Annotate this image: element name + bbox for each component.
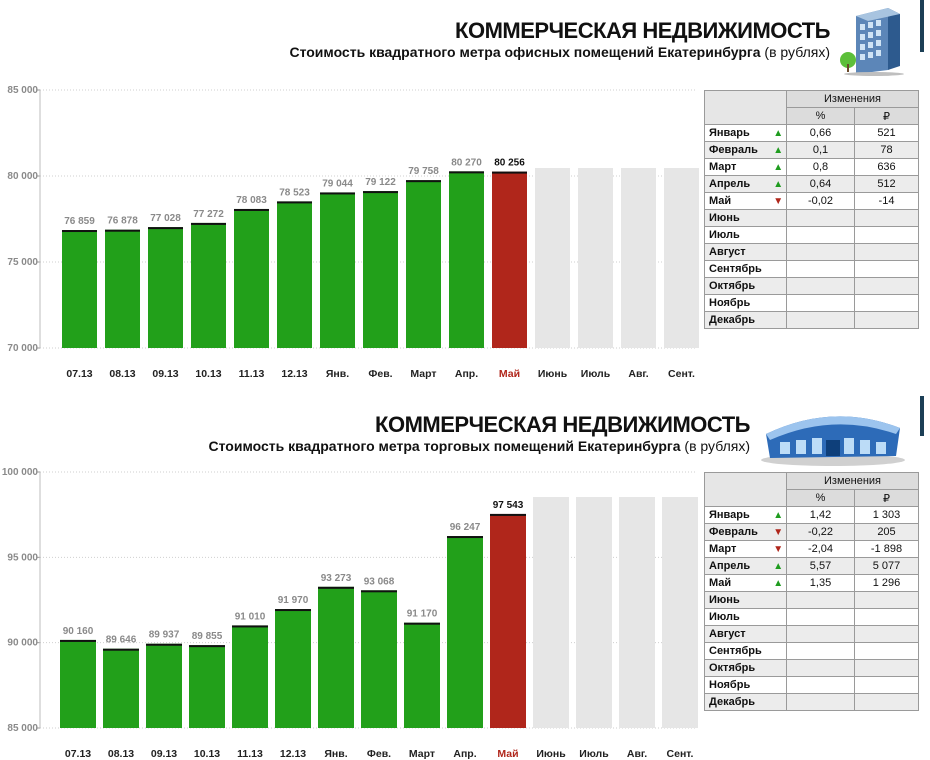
bar-cap [361,590,397,592]
month-cell: Декабрь [705,694,771,711]
table-row [705,227,919,244]
bar-cap [318,587,354,589]
rub-cell: 1 303 [855,507,919,524]
month-cell: Май [705,575,771,592]
empty-bar [664,168,699,348]
shopping-mall-icon [758,398,908,473]
subtitle-main: Стоимость квадратного метра офисных помещений Екатеринбурга [289,44,761,60]
category-label: Май [497,748,519,760]
rub-cell [855,677,919,694]
rub-cell: 205 [855,524,919,541]
rub-cell [855,660,919,677]
category-label: Апр. [453,748,477,760]
rub-cell [855,210,919,227]
category-label: 09.13 [150,748,178,760]
table-row [705,626,919,643]
y-tick-label: 85 000 [7,723,38,734]
bar-cap [103,649,139,651]
data-label: 77 028 [150,213,181,225]
data-label: 76 859 [64,216,95,228]
data-label: 79 044 [322,178,353,190]
rub-cell [855,261,919,278]
bar-cap [363,191,398,193]
rub-cell [855,244,919,261]
percent-cell: 0,64 [787,176,855,193]
data-label: 76 878 [107,215,138,227]
percent-cell [787,261,855,278]
percent-cell [787,677,855,694]
bar-cap [320,192,355,194]
bar-cap [146,644,182,646]
percent-cell [787,312,855,329]
data-label: 93 273 [320,572,352,584]
category-label: Апр. [454,368,479,380]
bar [320,192,355,348]
table-row [705,125,919,142]
rub-cell: 512 [855,176,919,193]
bar [447,536,483,728]
arrow-up-icon: ▲ [771,558,787,575]
bar-cap [62,230,97,232]
arrow-cell [771,592,787,609]
rub-cell [855,643,919,660]
data-label: 96 247 [449,522,481,534]
bar [189,645,225,728]
bar [234,209,269,348]
month-cell: Июль [705,227,771,244]
category-label: Фев. [368,368,393,380]
bar [60,640,96,728]
category-label: Авг. [628,368,649,380]
month-cell: Декабрь [705,312,771,329]
rub-cell: -14 [855,193,919,210]
month-cell: Апрель [705,176,771,193]
table-row [705,244,919,261]
bar-cap [232,625,268,627]
bar-cap [275,609,311,611]
month-cell: Октябрь [705,278,771,295]
rub-cell [855,626,919,643]
subtitle-unit: (в рублях) [764,44,830,60]
arrow-cell [771,694,787,711]
arrow-cell [771,660,787,677]
table-row [705,142,919,159]
category-label: Март [408,748,436,760]
category-label: 08.13 [107,748,135,760]
data-label: 78 083 [236,194,267,206]
category-label: 12.13 [281,368,308,380]
percent-cell [787,643,855,660]
percent-cell: 1,35 [787,575,855,592]
arrow-up-icon: ▲ [771,159,787,176]
bar-cap [492,172,527,174]
month-cell: Январь [705,125,771,142]
month-cell: Сентябрь [705,261,771,278]
subtitle-main: Стоимость квадратного метра торговых помещений Екатеринбурга [208,438,681,454]
month-cell: Июль [705,609,771,626]
arrow-up-icon: ▲ [771,575,787,592]
office-building-icon [838,4,908,81]
data-label: 80 256 [494,157,525,169]
data-label: 79 122 [365,177,396,189]
bar [406,180,441,348]
category-label: 07.13 [64,748,92,760]
data-label: 80 270 [451,157,482,169]
table-row [705,660,919,677]
retail-panel [0,380,930,760]
table-row [705,278,919,295]
category-label: Март [410,368,437,380]
panel-title: КОММЕРЧЕСКАЯ НЕДВИЖИМОСТЬ [455,18,830,43]
month-cell: Март [705,541,771,558]
arrow-cell [771,295,787,312]
office-changes-table [704,90,919,329]
category-label: 07.13 [66,368,93,380]
data-label: 91 170 [406,608,438,620]
percent-cell [787,660,855,677]
category-label: Июль [579,748,609,760]
category-label: Фев. [366,748,392,760]
col-rub-header: ₽ [855,490,919,507]
data-label: 79 758 [408,166,439,178]
retail-price-chart [0,380,700,760]
arrow-down-icon: ▼ [771,541,787,558]
bar [363,191,398,348]
table-row [705,694,919,711]
bar [105,230,140,348]
rub-cell [855,278,919,295]
table-row [705,261,919,278]
empty-bar [662,497,698,728]
category-label: Сент. [666,748,694,760]
side-accent-strip [920,0,924,52]
arrow-cell [771,227,787,244]
table-subheader-row [705,490,919,507]
rub-cell [855,592,919,609]
arrow-cell [771,210,787,227]
category-label: Янв. [325,368,350,380]
category-label: Июль [580,368,611,380]
data-label: 90 160 [62,625,94,637]
changes-header: Изменения [787,91,919,108]
rub-cell: 78 [855,142,919,159]
table-row [705,159,919,176]
month-cell: Ноябрь [705,677,771,694]
month-cell: Сентябрь [705,643,771,660]
bar [361,590,397,728]
data-label: 89 937 [148,629,180,641]
category-label: Май [498,368,521,380]
data-label: 91 010 [234,611,266,623]
percent-cell: 1,42 [787,507,855,524]
bar-cap [406,180,441,182]
percent-cell [787,609,855,626]
bar-cap [404,623,440,625]
arrow-cell [771,609,787,626]
month-cell: Январь [705,507,771,524]
table-subheader-row [705,108,919,125]
rub-cell [855,227,919,244]
arrow-up-icon: ▲ [771,507,787,524]
rub-cell: 636 [855,159,919,176]
month-cell: Июнь [705,210,771,227]
percent-cell [787,694,855,711]
category-label: 12.13 [279,748,307,760]
table-row [705,575,919,592]
empty-bar [578,168,613,348]
category-label: 09.13 [152,368,179,380]
table-row [705,507,919,524]
month-cell: Февраль [705,142,771,159]
percent-cell [787,244,855,261]
y-tick-label: 70 000 [7,343,38,354]
rub-cell [855,295,919,312]
bar-cap [234,209,269,211]
bar-highlight [492,172,527,348]
percent-cell [787,210,855,227]
bar [103,649,139,728]
percent-cell [787,592,855,609]
month-cell: Февраль [705,524,771,541]
month-cell: Июнь [705,592,771,609]
arrow-cell [771,677,787,694]
y-tick-label: 85 000 [7,85,38,96]
percent-cell: -0,02 [787,193,855,210]
category-label: 08.13 [109,368,136,380]
bar [146,644,182,728]
table-row [705,541,919,558]
subtitle-unit: (в рублях) [684,438,750,454]
percent-cell: -2,04 [787,541,855,558]
col-percent-header: % [787,490,855,507]
category-label: 10.13 [195,368,222,380]
table-row [705,193,919,210]
col-percent-header: % [787,108,855,125]
category-label: Июнь [537,368,568,380]
data-label: 97 543 [492,499,524,511]
retail-changes-table [704,472,919,711]
table-header-row [705,91,919,108]
empty-bar [621,168,656,348]
table-row [705,210,919,227]
percent-cell: 0,8 [787,159,855,176]
bar-cap [449,171,484,173]
percent-cell: -0,22 [787,524,855,541]
bar [191,223,226,348]
table-row [705,312,919,329]
data-label: 89 855 [191,631,223,643]
arrow-cell [771,261,787,278]
month-cell: Апрель [705,558,771,575]
month-cell: Октябрь [705,660,771,677]
table-row [705,295,919,312]
office-price-chart [0,0,700,380]
col-rub-header: ₽ [855,108,919,125]
bar [404,623,440,728]
data-label: 89 646 [105,634,137,646]
arrow-down-icon: ▼ [771,524,787,541]
rub-cell [855,694,919,711]
percent-cell [787,295,855,312]
percent-cell: 0,66 [787,125,855,142]
bar [275,609,311,728]
bar-cap [191,223,226,225]
arrow-down-icon: ▼ [771,193,787,210]
month-cell: Август [705,244,771,261]
category-label: Авг. [626,748,648,760]
table-row [705,677,919,694]
rub-cell [855,312,919,329]
table-row [705,609,919,626]
percent-cell: 0,1 [787,142,855,159]
table-row [705,592,919,609]
category-label: Сент. [668,368,695,380]
table-row [705,176,919,193]
category-label: 10.13 [193,748,221,760]
y-tick-label: 90 000 [7,637,38,649]
arrow-cell [771,278,787,295]
bar [277,201,312,348]
category-label: 11.13 [238,368,265,380]
bar-cap [447,536,483,538]
percent-cell [787,227,855,244]
bar-cap [277,201,312,203]
data-label: 91 970 [277,595,309,607]
category-label: Янв. [324,748,348,760]
bar [62,230,97,348]
table-row [705,643,919,660]
rub-cell: 1 296 [855,575,919,592]
percent-cell: 5,57 [787,558,855,575]
bar-cap [490,514,526,516]
arrow-up-icon: ▲ [771,125,787,142]
bar-cap [148,227,183,229]
panel-title: КОММЕРЧЕСКАЯ НЕДВИЖИМОСТЬ [375,412,750,437]
arrow-cell [771,626,787,643]
bar [148,227,183,348]
changes-header: Изменения [787,473,919,490]
arrow-cell [771,244,787,261]
rub-cell: 521 [855,125,919,142]
month-cell: Март [705,159,771,176]
rub-cell: -1 898 [855,541,919,558]
bar-cap [105,230,140,232]
percent-cell [787,278,855,295]
empty-bar [619,497,655,728]
y-tick-label: 75 000 [7,257,38,268]
arrow-cell [771,312,787,329]
month-cell: Ноябрь [705,295,771,312]
bar [449,171,484,348]
category-label: Июнь [536,748,566,760]
table-header-row [705,473,919,490]
y-tick-label: 100 000 [1,467,38,478]
rub-cell [855,609,919,626]
data-label: 93 068 [363,576,395,588]
side-accent-strip [920,396,924,436]
category-label: 11.13 [237,748,263,760]
empty-bar [533,497,569,728]
table-row [705,558,919,575]
bar-cap [60,640,96,642]
data-label: 78 523 [279,187,310,199]
percent-cell [787,626,855,643]
month-cell: Май [705,193,771,210]
rub-cell: 5 077 [855,558,919,575]
empty-bar [535,168,570,348]
bar [232,625,268,728]
month-cell: Август [705,626,771,643]
bar-highlight [490,514,526,728]
y-tick-label: 80 000 [7,171,38,182]
table-row [705,524,919,541]
empty-bar [576,497,612,728]
data-label: 77 272 [193,208,224,220]
bar [318,587,354,728]
y-tick-label: 95 000 [7,552,38,564]
bar-cap [189,645,225,647]
arrow-up-icon: ▲ [771,176,787,193]
arrow-cell [771,643,787,660]
arrow-up-icon: ▲ [771,142,787,159]
